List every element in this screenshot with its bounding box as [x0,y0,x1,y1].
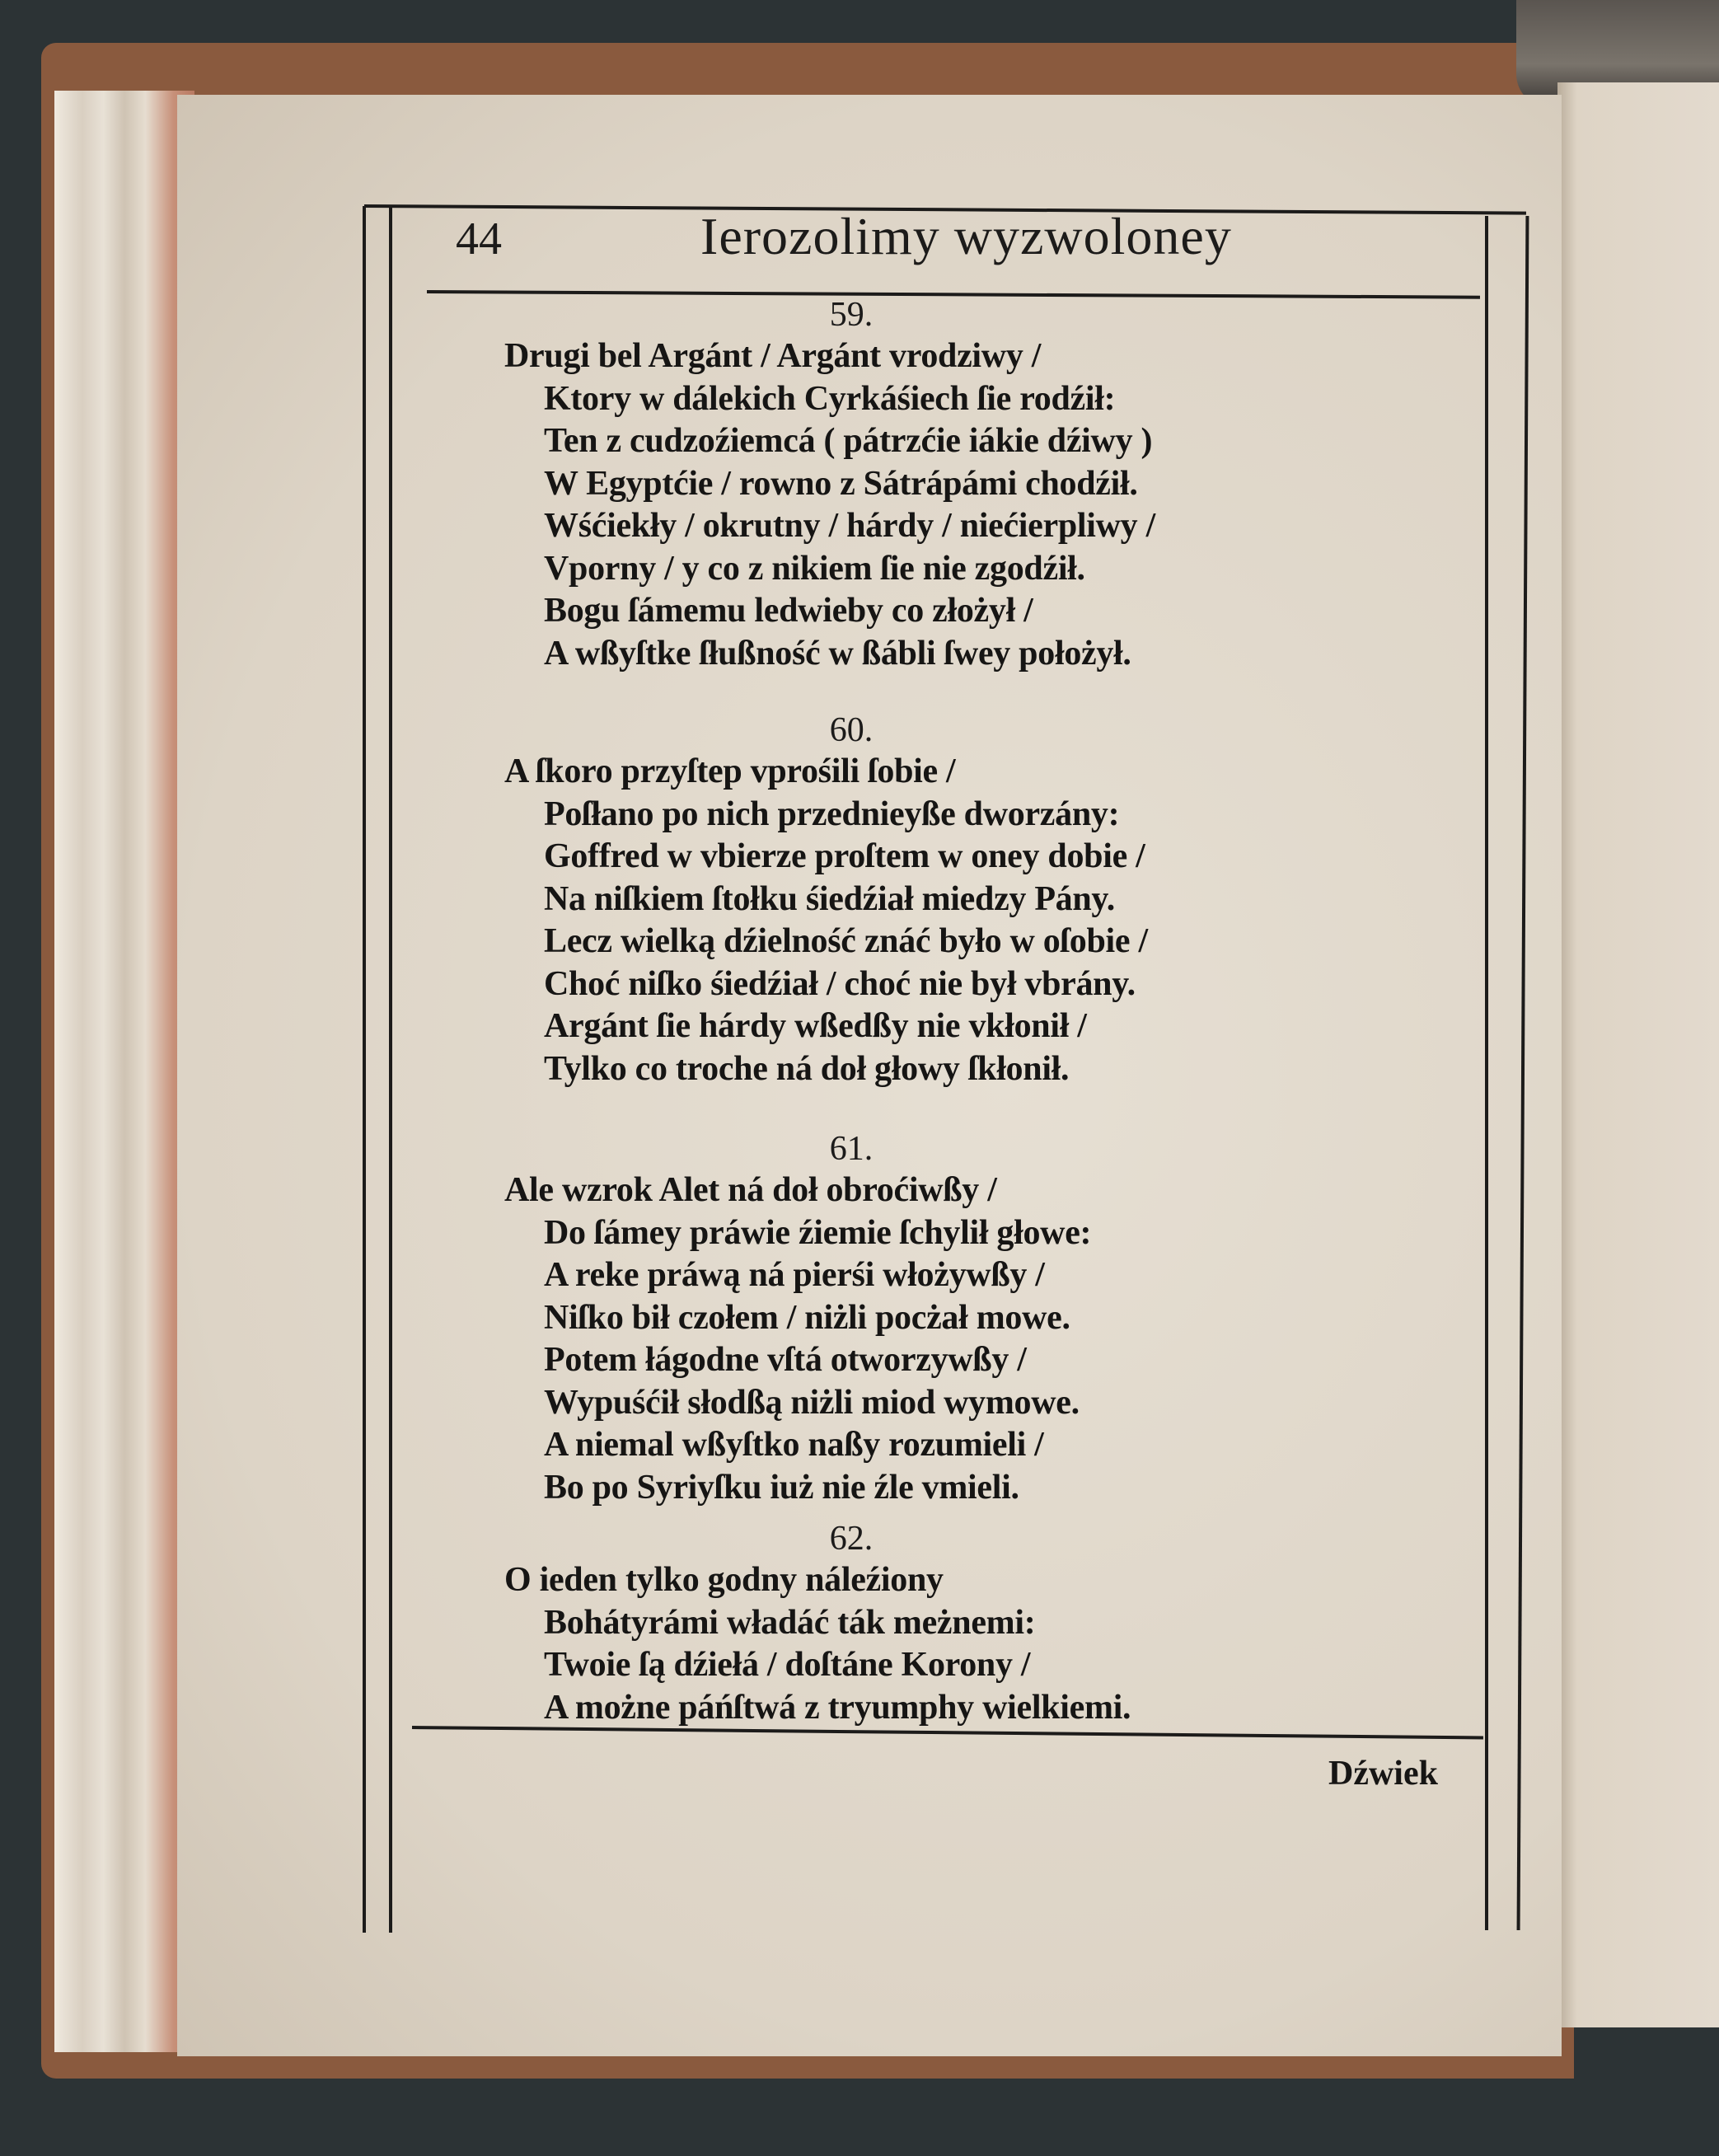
stanza-number: 59. [829,296,874,334]
stanza-number: 61. [829,1130,874,1168]
verse-line: A ſkoro przyſtep vprośili ſobie / [504,752,956,790]
verse-line: Argánt ſie hárdy wßedßy nie vkłonił / [544,1007,1087,1045]
verse-line: W Egyptćie / rowno z Sátrápámi chodźił. [544,464,1138,503]
verse-line: A wßyſtke ſłußność w ßábli ſwey położył. [544,634,1131,673]
verse-line: Bogu ſámemu ledwieby co złożył / [544,592,1033,630]
verse-line: Wśćiekły / okrutny / hárdy / niećierpliwy / [544,507,1155,545]
verse-line: Poſłano po nich przednieyße dworzány: [544,794,1120,833]
verse-line: Do ſámey práwie źiemie ſchylił głowe: [544,1213,1092,1252]
verse-line: Ktory w dálekich Cyrkáśiech ſie rodźił: [544,379,1116,418]
verse-line: Goffred w vbierze proſtem w oney dobie / [544,837,1145,875]
frame-left-outer-rule [363,206,366,1933]
catchword: Dźwiek [1328,1755,1438,1793]
verse-line: Vporny / y co z nikiem ſie nie zgodźił. [544,549,1085,588]
verse-line: Potem łágodne vſtá otworzywßy / [544,1341,1027,1379]
frame-left-inner-rule [389,206,392,1933]
verse-line: Wypuśćił słodßą niżli miod wymowe. [544,1383,1080,1422]
verse-line: Drugi bel Argánt / Argánt vrodziwy / [504,337,1042,375]
verse-line: Tylko co troche ná doł głowy ſkłonił. [544,1049,1070,1088]
frame-right-inner-rule [1485,216,1488,1930]
verse-line: Twoie ſą dźiełá / doſtáne Korony / [544,1646,1031,1684]
stanza-number: 62. [829,1520,874,1558]
verse-line: A niemal wßyſtko naßy rozumieli / [544,1426,1044,1464]
verse-line: A reke práwą ná pierśi włożywßy / [544,1256,1045,1294]
page-number: 44 [456,213,502,265]
verse-line: Niſko bił czołem / niżli pocżał mowe. [544,1298,1070,1337]
verse-line: Ten z cudzoźiemcá ( pátrzćie iákie dźiwy ) [544,422,1153,460]
verse-line: O ieden tylko godny náleźiony [504,1561,944,1599]
running-title: Ierozolimy wyzwoloney [700,207,1232,265]
stanza-number: 60. [829,711,874,749]
verse-line: A możne páńſtwá z tryumphy wielkiemi. [544,1688,1131,1727]
verse-line: Bo po Syriyſku iuż nie źle vmieli. [544,1468,1019,1507]
verse-line: Na niſkiem ſtołku śiedźiał miedzy Pány. [544,879,1116,918]
verse-line: Bohátyrámi władáć ták meżnemi: [544,1603,1036,1642]
page-stack-edges [54,91,194,2052]
verse-line: Lecz wielką dźielność znáć było w oſobie / [544,922,1148,960]
verse-line: Ale wzrok Alet ná doł obroćiwßy / [504,1171,997,1209]
verse-line: Choć niſko śiedźiał / choć nie był vbrány. [544,964,1136,1003]
facing-page [1557,82,1719,2027]
